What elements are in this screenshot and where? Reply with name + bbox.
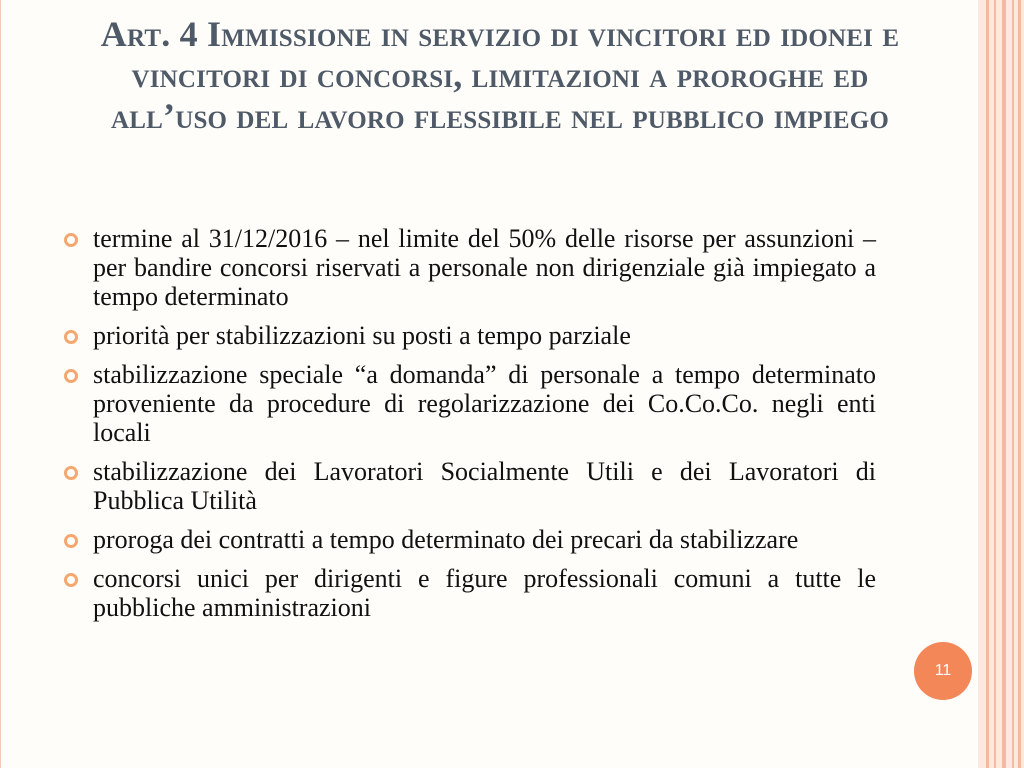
border-stripe <box>994 0 996 768</box>
border-stripe <box>986 0 989 768</box>
ring-bullet-icon <box>64 466 78 480</box>
bullet-item-6 <box>64 564 876 622</box>
ring-bullet-icon <box>64 573 78 587</box>
decorative-right-border <box>978 0 1024 768</box>
bullet-item-5 <box>64 525 876 554</box>
bullet-text: stabilizzazione speciale “a domanda” di personale a tempo determinato proveniente da procedure di regolarizzazione dei Co.Co.Co. negli enti locali <box>93 360 876 447</box>
slide-title: Art. 4 Immissione in servizio di vincitori ed idonei e vincitori di concorsi, limitazioni a proroghe ed all’uso del lavoro flessibile nel pubblico impiego <box>100 14 900 136</box>
ring-bullet-icon <box>64 330 78 344</box>
border-stripe <box>1018 0 1021 768</box>
bullet-item-1 <box>64 224 876 311</box>
bullet-item-3 <box>64 360 876 447</box>
bullet-text: concorsi unici per dirigenti e figure professionali comuni a tutte le pubbliche amministrazioni <box>93 564 876 622</box>
border-stripe <box>1002 0 1006 768</box>
bullet-item-4 <box>64 457 876 515</box>
ring-bullet-icon <box>64 369 78 383</box>
ring-bullet-icon <box>64 233 78 247</box>
bullet-text: termine al 31/12/2016 – nel limite del 50% delle risorse per assunzioni – per bandire concorsi riservati a personale non dirigenziale già impiegato a tempo determinato <box>93 224 876 311</box>
bullet-item-2 <box>64 321 876 350</box>
page-number-badge: 11 <box>914 642 972 700</box>
bullet-text: priorità per stabilizzazioni su posti a tempo parziale <box>93 321 631 350</box>
bullet-text: stabilizzazione dei Lavoratori Socialmente Utili e dei Lavoratori di Pubblica Utilità <box>93 457 876 515</box>
bullet-list <box>64 224 876 632</box>
border-stripe <box>1012 0 1014 768</box>
bullet-text: proroga dei contratti a tempo determinato dei precari da stabilizzare <box>93 525 799 554</box>
ring-bullet-icon <box>64 534 78 548</box>
